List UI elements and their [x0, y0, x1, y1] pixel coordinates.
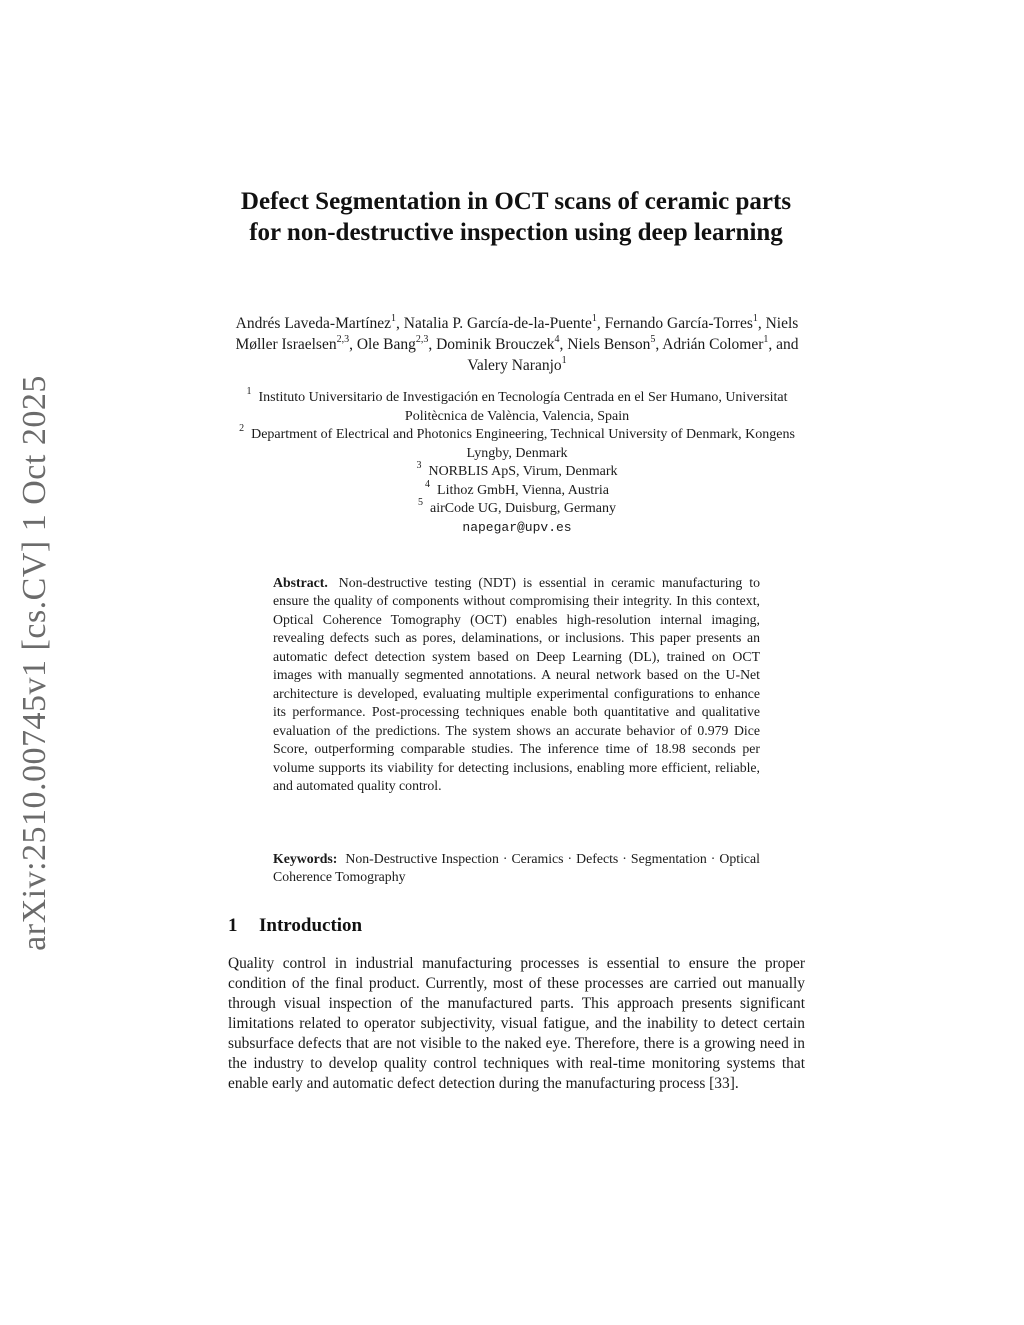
author-list: Andrés Laveda-Martínez$^1$, Natalia P. García-de-la-Puente$^1$, Fernando García-Torres$^1$, Niels Møller Israelsen$^{2,3}$, Ole Bang$^{2,3}$, Dominik Brouczek$^4$, Niels Benson$^5$, Adrián Colomer$^1$, and Valery Naranjo$^1$: [235, 312, 799, 374]
abstract-label: Abstract.: [273, 575, 328, 590]
arxiv-identifier: arXiv:2510.00745v1 [cs.CV] 1 Oct 2025: [16, 374, 53, 951]
author-name: Valery Naranjo: [467, 357, 562, 374]
author-affiliation-mark: 4: [554, 333, 560, 345]
affiliation-text: NORBLIS ApS, Virum, Denmark: [428, 464, 618, 479]
affiliation-mark: 4: [425, 478, 431, 490]
affiliation: [218, 386, 816, 426]
author-affiliation-mark: 2,3: [415, 333, 429, 345]
affiliation: [218, 497, 816, 519]
author-name: Ole Bang: [356, 336, 416, 353]
author-affiliation-mark: 2,3: [336, 333, 350, 345]
author-affiliation-mark: 1: [591, 312, 597, 324]
author-affiliation-mark: 1: [561, 354, 567, 366]
keywords: [273, 850, 760, 887]
affiliation: [218, 423, 816, 463]
affiliation-mark: 2: [239, 423, 245, 435]
author-name: Natalia P. García-de-la-Puente: [403, 315, 592, 332]
affiliation-mark: 1: [246, 386, 252, 398]
author-affiliation-mark: 1: [763, 333, 769, 345]
affiliation-list: [218, 386, 816, 537]
author-affiliation-mark: 1: [391, 312, 397, 324]
affiliation-text: Instituto Universitario de Investigación en Tecnología Centrada en el Ser Humano, Universitat Politècnica de València, Valencia, Spain: [258, 390, 788, 424]
author-affiliation-mark: 1: [752, 312, 758, 324]
affiliation: [218, 460, 816, 482]
affiliation-mark: 5: [418, 497, 423, 509]
keywords-text: Non-Destructive Inspection · Ceramics · Defects · Segmentation · Optical Coherence Tomography: [273, 851, 760, 885]
affiliation-mark: 3: [416, 460, 422, 472]
abstract-text: Non-destructive testing (NDT) is essential in ceramic manufacturing to ensure the quality of components without compromising their integrity. In this context, Optical Coherence Tomography (OCT) enables high-resolution internal imaging, revealing defects such as pores, delaminations, or inclusions. This paper presents an automatic defect detection system based on Deep Learning (DL), trained on OCT images with manually segmented annotations. A neural network based on the U-Net architecture is developed, evaluating multiple experimental configurations to enhance its performance. Post-processing techniques enable both quantitative and qualitative evaluation of the predictions. The system shows an accurate behavior of 0.979 Dice Score, outperforming comparable studies. The inference time of 18.98 seconds per volume supports its viability for detecting inclusions, enabling more efficient, reliable, and automated quality control.: [273, 575, 760, 793]
introduction-paragraph: Quality control in industrial manufacturing processes is essential to ensure the proper condition of the final product. Currently, most of these processes are carried out manually through visual inspection of the manufactured parts. This approach presents significant limitations related to operator subjectivity, visual fatigue, and the inability to detect certain subsurface defects that are not visible to the naked eye. Therefore, there is a growing need in the industry to develop quality control techniques with real-time monitoring systems that enable early and automatic defect detection during the manufacturing process [33].: [228, 955, 805, 1092]
arxiv-side-stamp: [13, 374, 57, 951]
affiliation-text: airCode UG, Duisburg, Germany: [430, 501, 616, 516]
section-heading: [228, 914, 362, 938]
author-conjunction: and: [776, 336, 799, 353]
author-name: Fernando García-Torres: [604, 315, 753, 332]
author-name: Niels Benson: [567, 336, 651, 353]
section-number: 1: [228, 915, 238, 936]
author-name: Niels Møller Israelsen: [235, 315, 799, 353]
affiliation: [218, 478, 816, 501]
keywords-label: Keywords:: [273, 851, 338, 866]
paper-title: Defect Segmentation in OCT scans of ceramic parts for non-destructive inspection using deep learning: [240, 188, 792, 246]
section-title: Introduction: [259, 915, 363, 936]
contact-email[interactable]: napegar@upv.es: [462, 519, 572, 535]
affiliation-text: Lithoz GmbH, Vienna, Austria: [437, 482, 609, 498]
author-affiliation-mark: 5: [650, 333, 656, 345]
affiliation-text: Department of Electrical and Photonics Engineering, Technical University of Denmark, Kongens Lyngby, Denmark: [251, 427, 795, 461]
author-name: Dominik Brouczek: [436, 336, 555, 353]
abstract: [273, 574, 760, 795]
author-name: Adrián Colomer: [662, 336, 764, 353]
author-name: Andrés Laveda-Martínez: [235, 315, 392, 332]
